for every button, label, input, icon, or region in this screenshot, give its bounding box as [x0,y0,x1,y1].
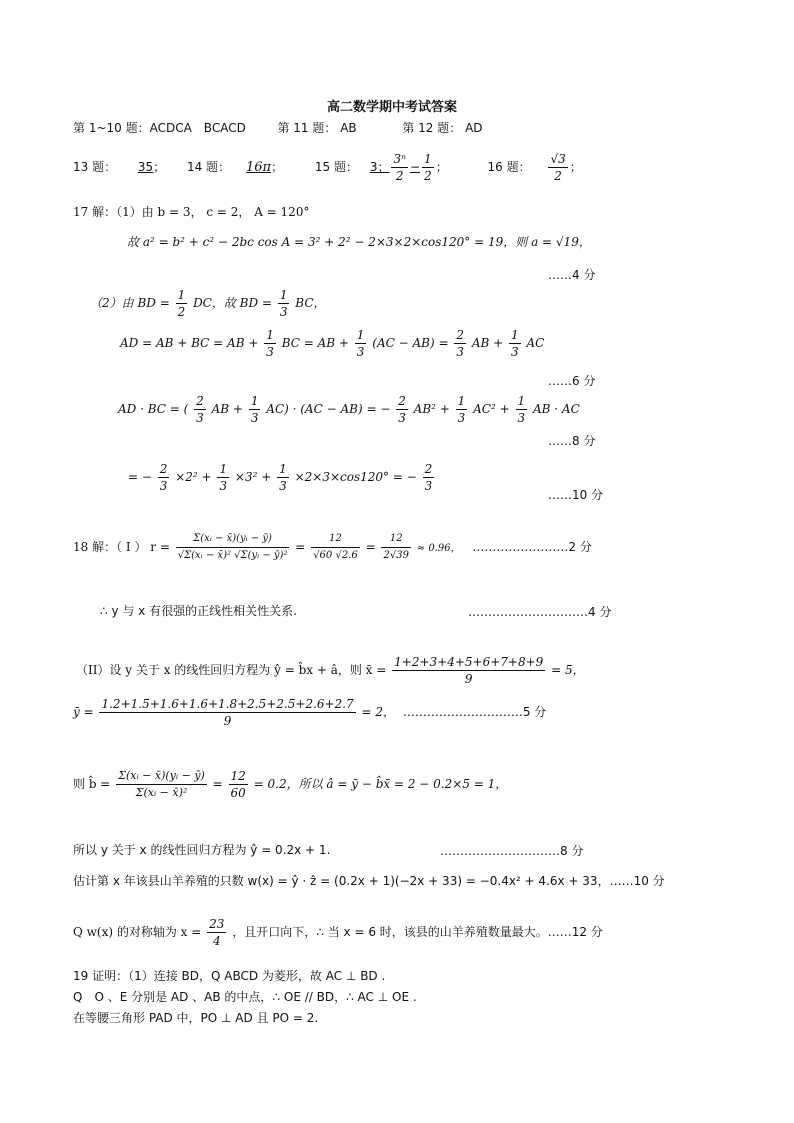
fraction [456,393,468,426]
fraction [99,696,355,729]
text: = 2， [361,705,396,719]
fraction [423,461,435,494]
denominator: 3 [511,345,519,359]
numerator: 1 [279,288,288,302]
numerator: 1 [279,462,287,476]
score-marker: …………………………8 分 [440,844,584,858]
denominator: 2√39 [383,550,409,561]
denominator: 3 [196,411,204,425]
text: 估计第 x 年该县山羊养殖的只数 w(x) = ŷ · ẑ = (0.2x + 1)(−2x + 33) = −0.4x² + 4.6x + 33， [73,874,610,888]
denominator: 2 [554,169,562,183]
text: Q w(x) 的对称轴为 x = [73,925,202,939]
q18-regression: 所以 y 关于 x 的线性回归方程为 ŷ = 0.2x + 1. [73,843,331,857]
fill-answers [73,142,582,192]
numerator: 1 [511,328,519,342]
numerator: 12 [381,531,410,548]
denominator: 3 [219,479,228,493]
denominator: 60 [230,786,246,800]
mc-answer-1-10: ACDCA BCACD [149,121,246,135]
text: AB + [471,336,504,350]
q18-estimate [73,873,665,889]
q18-conclusion: ∴ y 与 x 有很强的正线性相关性关系. [100,604,297,618]
denominator: 4 [212,934,221,948]
score-marker: …………………………4 分 [468,605,612,619]
text: （II）设 y 关于 x 的线性回归方程为 ŷ = b̂x + â，则 x̄ = [76,663,387,677]
numerator: Σ(xᵢ − x̄)(yᵢ − ȳ) [116,768,207,785]
fraction [355,327,367,360]
score-marker: ……10 分 [548,488,604,502]
numerator: 12 [230,769,246,783]
score-marker: ……6 分 [548,374,596,388]
fraction [516,393,528,426]
denominator: 2 [395,169,404,183]
score-marker: ……………………2 分 [472,540,592,554]
numerator: 1 [457,394,466,408]
q19-line-2: Q O 、E 分别是 AD 、AB 的中点，∴ OE // BD，∴ AC ⊥ OE . [73,990,417,1004]
score-marker: ……4 分 [548,268,596,282]
q19-line-3: 在等腰三角形 PAD 中，PO ⊥ AD 且 PO = 2. [73,1011,319,1025]
numerator: 23 [209,917,225,931]
fraction [391,151,408,184]
numerator: 2 [456,328,464,342]
fraction [277,461,289,494]
q18-part2-xbar [76,650,585,690]
fill-label-14: 14 题： [187,160,231,174]
fill-answer-15-prefix: 3 [369,160,378,174]
text: ×2² + [175,470,212,484]
text: ，且开口向下，∴ 当 x = 6 时，该县的山羊养殖数量最大。 [232,925,548,939]
mc-label-12: 第 12 题： [402,121,462,135]
numerator: 2 [196,394,204,408]
numerator: 1 [356,328,365,342]
mc-label-11: 第 11 题： [277,121,337,135]
fraction [176,287,188,320]
q18-axis [73,912,603,952]
equals-sign: = [212,777,223,791]
fraction [422,151,434,184]
q18-ybar [73,692,546,732]
fraction [194,393,206,426]
text: AC [526,336,545,350]
fill-answer-13: 35 [137,160,154,174]
numerator: 1 [219,462,228,476]
separator: ； [435,160,448,174]
q19-line-1: 19 证明：（1）连接 BD，Q ABCD 为菱形，故 AC ⊥ BD . [73,969,386,983]
denominator: 3 [266,345,274,359]
separator: ； [569,160,582,174]
denominator: 3 [279,305,288,319]
text: = − [128,470,152,484]
fraction [454,327,466,360]
fraction [229,768,248,801]
fraction [264,327,276,360]
score-marker: …………………………5 分 [402,705,547,719]
fraction [381,531,410,564]
fill-label-13: 13 题： [73,160,117,174]
numerator: 12 [311,531,360,548]
fraction [509,327,521,360]
text: ≈ 0.96， [416,543,461,554]
q17-vector-ad [120,326,544,360]
mc-answer-12: AD [465,121,483,135]
denominator: 3 [457,411,466,425]
denominator: 2 [424,169,432,183]
numerator: 2 [424,462,433,476]
text: AB² + [413,402,450,416]
text: AC) · (AC − AB) = − [266,402,391,416]
denominator: √Σ(xᵢ − x̄)² √Σ(yᵢ − ȳ)² [177,550,288,561]
page-title: 高二数学期中考试答案 [327,100,458,115]
denominator: 9 [464,672,473,686]
fill-label-15: 15 题： [314,160,358,174]
text: 则 b̂ = [73,777,111,791]
numerator: 1+2+3+4+5+6+7+8+9 [394,655,544,669]
fraction [176,531,290,564]
mc-answers [73,120,483,136]
q17-dot-product [118,392,580,426]
fraction [249,393,261,426]
numerator: √3 [550,152,566,166]
fraction [158,461,170,494]
q17-law-of-cosines: 故 a² = b² + c² − 2bc cos A = 3² + 2² − 2×3×2×cos120° = 19，则 a = √19， [127,235,591,249]
denominator: 3 [424,479,433,493]
denominator: 3 [456,345,464,359]
fill-answer-16 [548,151,567,184]
q18-slope [73,754,507,814]
fill-answer-14: 16π [245,160,272,175]
text: AB · AC [532,402,580,416]
text: AD · BC = ( [118,402,189,416]
fraction [392,654,545,687]
minus-sign: − [409,160,421,174]
denominator: 3 [250,411,259,425]
q17-heading: 17 解：（1）由 b = 3， c = 2， A = 120° [73,205,310,219]
fill-label-16: 16 题： [487,160,531,174]
text: 18 解：（ I ） r = [73,540,170,554]
text: BC = AB + [281,336,349,350]
text: ×2×3×cos120° = − [294,470,417,484]
q17-final-value [128,460,436,494]
q17-part2-given [90,286,326,320]
denominator: 3 [356,345,365,359]
denominator: 3 [159,479,168,493]
text: AC² + [473,402,510,416]
text: BC， [295,296,326,310]
text: = 0.2，所以 â = ȳ − b̂x̄ = 2 − 0.2×5 = 1， [253,777,508,791]
denominator: Σ(xᵢ − x̄)² [135,786,188,799]
equals-sign: = [295,540,306,554]
denominator: 2 [177,305,186,319]
fraction [311,531,360,564]
denominator: √60 √2.6 [313,550,358,561]
numerator: 2 [398,394,406,408]
numerator: 1 [517,394,526,408]
text: ×3² + [234,470,272,484]
fraction [116,768,207,801]
numerator: 1 [424,152,432,166]
fraction [396,393,408,426]
text: AD = AB + BC = AB + [120,336,259,350]
text: （2）由 BD = [90,296,170,310]
equals-sign: = [365,540,376,554]
separator: ； [271,160,284,174]
separator: ； [153,160,166,174]
score-marker: ……12 分 [547,925,603,939]
score-marker: ……10 分 [609,874,665,888]
text: AB + [211,402,243,416]
score-marker: ……8 分 [548,434,596,448]
numerator: 1.2+1.5+1.6+1.6+1.8+2.5+2.5+2.6+2.7 [101,697,354,711]
numerator: 1 [250,394,259,408]
text: DC，故 BD = [193,296,272,310]
denominator: 3 [517,411,526,425]
denominator: 9 [223,714,232,728]
numerator: Σ(xᵢ − x̄)(yᵢ − ȳ) [176,531,290,548]
numerator: 2 [159,462,168,476]
denominator: 3 [398,411,406,425]
text: ȳ = [73,705,94,719]
fill-answer-15: 3； $\frac{\text{3ⁿ}}{2}$ − $\frac{1}{2}$ [369,152,432,183]
mc-answer-11: AB [340,121,357,135]
fraction [217,461,229,494]
numerator: 3ⁿ [393,152,406,166]
text: (AC − AB) = [372,336,449,350]
denominator: 3 [279,479,287,493]
q18-correlation [73,518,592,578]
fraction [278,287,290,320]
numerator: 1 [177,288,186,302]
fraction [207,916,226,949]
mc-label-1-10: 第 1~10 题： [73,121,150,135]
numerator: 1 [266,328,274,342]
text: = 5， [551,663,585,677]
